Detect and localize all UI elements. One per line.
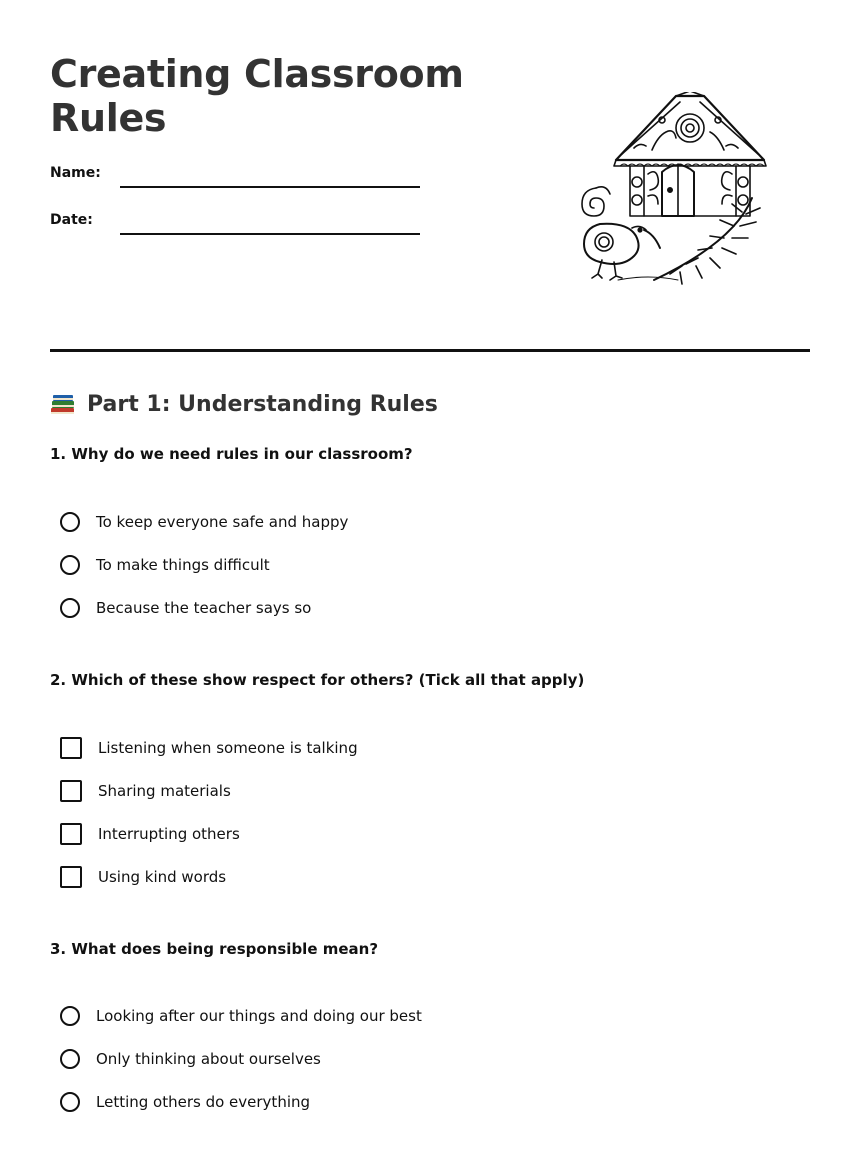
q1-option-2[interactable] — [60, 552, 270, 578]
option-label: Sharing materials — [98, 782, 231, 800]
q1-option-3[interactable] — [60, 595, 311, 621]
radio-button[interactable] — [60, 555, 80, 575]
q2-option-2[interactable] — [60, 778, 231, 804]
option-label: Using kind words — [98, 868, 227, 886]
question-1: 1. Why do we need rules in our classroom? — [50, 445, 413, 463]
radio-button[interactable] — [60, 1049, 80, 1069]
option-label: Listening when someone is talking — [98, 739, 358, 757]
section-heading — [50, 388, 438, 420]
checkbox[interactable] — [60, 823, 82, 845]
date-label: Date: — [50, 212, 93, 228]
date-field[interactable] — [50, 211, 420, 235]
radio-button[interactable] — [60, 1006, 80, 1026]
radio-button[interactable] — [60, 598, 80, 618]
date-input-line[interactable] — [120, 233, 420, 235]
option-label: Because the teacher says so — [96, 599, 312, 617]
radio-button[interactable] — [60, 1092, 80, 1112]
option-label: To keep everyone safe and happy — [96, 513, 349, 531]
option-label: Looking after our things and doing our best — [96, 1007, 422, 1025]
q3-option-1[interactable] — [60, 1003, 422, 1029]
page-title: Creating Classroom Rules — [50, 52, 464, 140]
q2-option-4[interactable] — [60, 864, 226, 890]
checkbox[interactable] — [60, 780, 82, 802]
question-3: 3. What does being responsible mean? — [50, 940, 379, 958]
section-title: Part 1: Understanding Rules — [87, 391, 438, 417]
option-label: Letting others do everything — [96, 1093, 311, 1111]
option-label: Interrupting others — [98, 825, 240, 843]
radio-button[interactable] — [60, 512, 80, 532]
q3-option-3[interactable] — [60, 1089, 310, 1115]
books-icon — [50, 391, 76, 417]
q3-option-2[interactable] — [60, 1046, 321, 1072]
checkbox[interactable] — [60, 737, 82, 759]
q2-option-1[interactable] — [60, 735, 358, 761]
name-field[interactable] — [50, 164, 420, 188]
option-label: Only thinking about ourselves — [96, 1050, 321, 1068]
q2-option-3[interactable] — [60, 821, 240, 847]
name-input-line[interactable] — [120, 186, 420, 188]
checkbox[interactable] — [60, 866, 82, 888]
section-divider — [50, 349, 810, 352]
question-2: 2. Which of these show respect for others? (Tick all that apply) — [50, 671, 585, 689]
option-label: To make things difficult — [96, 556, 270, 574]
q1-option-1[interactable] — [60, 509, 348, 535]
wharenui-kiwi-illustration — [574, 92, 768, 288]
name-label: Name: — [50, 165, 101, 181]
